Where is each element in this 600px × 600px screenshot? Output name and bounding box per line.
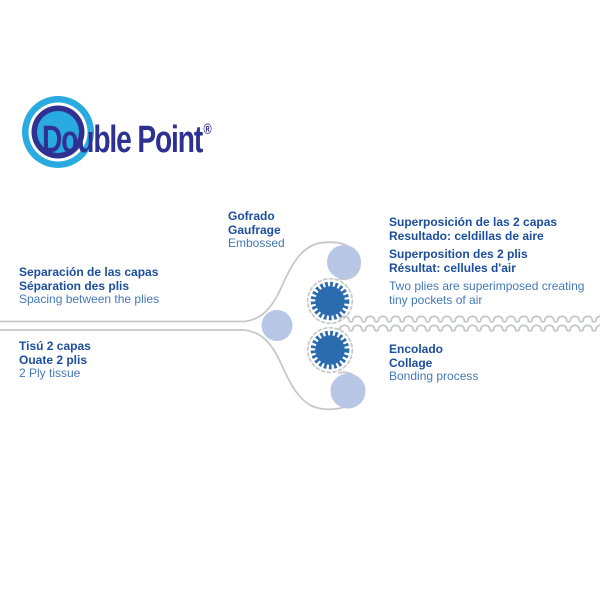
logo xyxy=(0,0,600,200)
embossing-wheel-top-body xyxy=(315,286,345,316)
label-superposition-fr-2: Résultat: cellules d'air xyxy=(389,260,516,275)
brand-wordmark xyxy=(42,110,212,160)
label-bonding-fr: Collage xyxy=(389,355,433,370)
label-bonding-process xyxy=(389,343,478,384)
label-two-ply-tissue xyxy=(19,340,91,381)
label-embossing-es: Gofrado xyxy=(228,209,275,223)
label-separation-fr: Séparation des plis xyxy=(19,278,130,293)
embossing-wheel-bottom-body xyxy=(315,335,345,365)
label-tissue-es: Tisú 2 capas xyxy=(19,339,91,353)
label-bonding-en: Bonding process xyxy=(389,369,479,383)
label-superposition-en-1: Two plies are superimposed creating xyxy=(389,279,585,293)
ply-separation-roller xyxy=(262,310,293,341)
label-separation-en: Spacing between the plies xyxy=(19,292,160,306)
label-embossing-en: Embossed xyxy=(228,236,285,250)
brand-name: Double Point xyxy=(42,119,203,161)
label-superposition-es-2: Resultado: celdillas de aire xyxy=(389,228,544,243)
label-superposition-fr-1: Superposition des 2 plis xyxy=(389,247,528,261)
label-separation-es: Separación de las capas xyxy=(19,265,159,279)
bottom-guide-roller xyxy=(331,374,366,409)
registered-trademark-symbol: ® xyxy=(203,121,212,138)
embossed-lower-ply-wave xyxy=(340,325,600,331)
label-tissue-en: 2 Ply tissue xyxy=(19,366,81,380)
label-ply-separation xyxy=(19,266,159,307)
label-superposition-es-1: Superposición de las 2 capas xyxy=(389,215,558,229)
label-superposition-en-2: tiny pockets of air xyxy=(389,292,483,307)
top-guide-roller xyxy=(327,245,361,279)
label-superposition xyxy=(389,216,584,312)
label-tissue-fr: Ouate 2 plis xyxy=(19,352,88,367)
embossed-upper-ply-wave xyxy=(340,316,600,322)
label-embossing xyxy=(228,210,285,251)
label-bonding-es: Encolado xyxy=(389,342,444,356)
label-embossing-fr: Gaufrage xyxy=(228,222,281,237)
